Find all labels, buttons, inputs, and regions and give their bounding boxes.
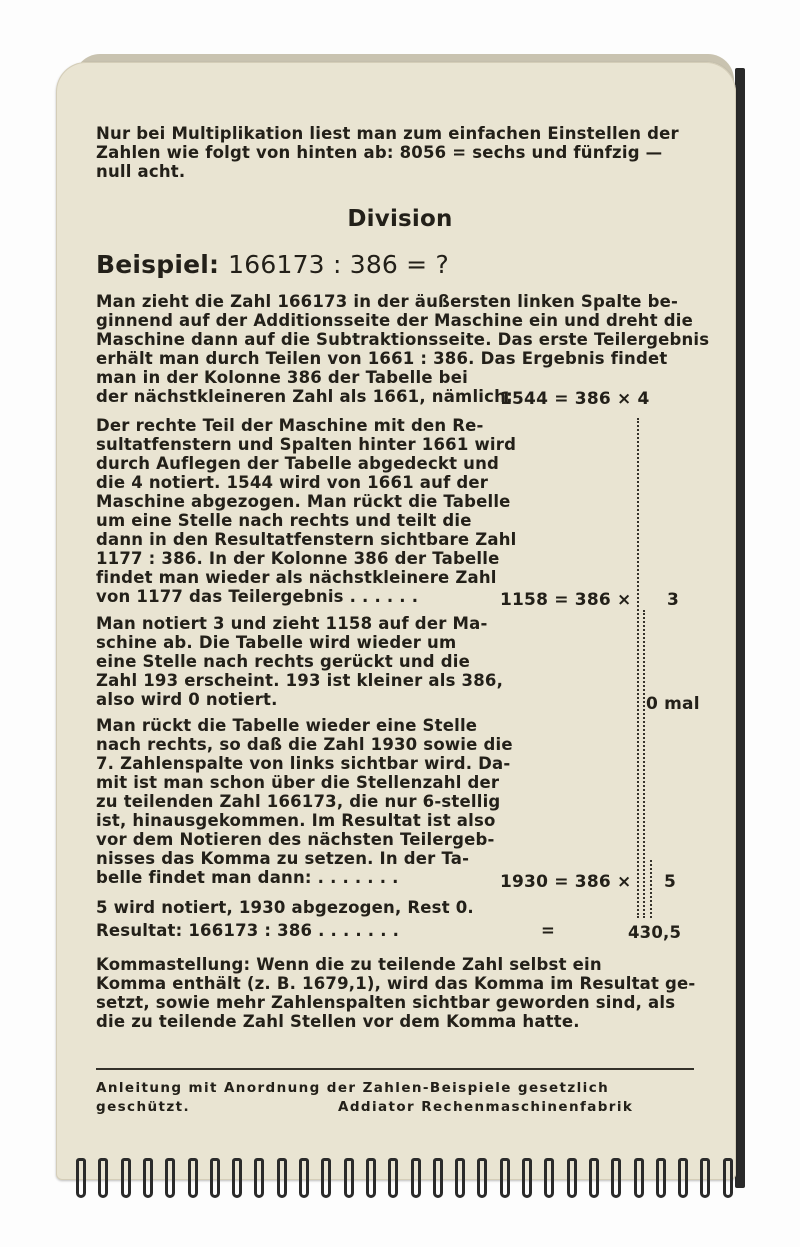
spiral-coil [634, 1158, 644, 1198]
spiral-coil [165, 1158, 175, 1198]
paragraph-3 [96, 614, 503, 709]
spiral-coil [210, 1158, 220, 1198]
footer-divider [96, 1068, 694, 1070]
paragraph-line: Der rechte Teil der Maschine mit den Re- [96, 416, 484, 435]
paragraph-line: Maschine dann auf die Subtraktionsseite. Das erste Teilergebnis [96, 330, 710, 349]
dotted-guide-line [650, 860, 652, 918]
spiral-coil [567, 1158, 577, 1198]
paragraph-line: schine ab. Die Tabelle wird wieder um [96, 633, 457, 652]
result-line: Resultat: 166173 : 386 . . . . . . . [96, 921, 400, 940]
spiral-coil [321, 1158, 331, 1198]
spiral-coil [477, 1158, 487, 1198]
spiral-coil [544, 1158, 554, 1198]
paragraph-line: belle findet man dann: . . . . . . . [96, 868, 399, 887]
footer-line-1: Anleitung mit Anordnung der Zahlen-Beispiele gesetzlich [96, 1080, 610, 1096]
spiral-coil [277, 1158, 287, 1198]
paragraph-line: ginnend auf der Additionsseite der Maschine ein und dreht die [96, 311, 694, 330]
result-step-3: 0 mal [646, 694, 700, 714]
section-title: Division [347, 206, 453, 232]
spiral-coil [500, 1158, 510, 1198]
paragraph-line: Komma enthält (z. B. 1679,1), wird das Komma im Resultat ge- [96, 974, 696, 993]
spiral-coil [656, 1158, 666, 1198]
paragraph-line: nach rechts, so daß die Zahl 1930 sowie die [96, 735, 513, 754]
example-label: Beispiel: [96, 250, 220, 279]
paragraph-line: dann in den Resultatfenstern sichtbare Zahl [96, 530, 517, 549]
paragraph-line: nisses das Komma zu setzen. In der Ta- [96, 849, 470, 868]
rest-line: 5 wird notiert, 1930 abgezogen, Rest 0. [96, 898, 474, 917]
paragraph-line: von 1177 das Teilergebnis . . . . . . [96, 587, 419, 606]
paragraph-line: der nächstkleineren Zahl als 1661, nämlich: [96, 387, 513, 406]
paragraph-line: findet man wieder als nächstkleinere Zahl [96, 568, 497, 587]
spiral-coil [254, 1158, 264, 1198]
spiral-coil [344, 1158, 354, 1198]
paragraph-line: erhält man durch Teilen von 1661 : 386. Das Ergebnis findet [96, 349, 668, 368]
footer-copyright: geschützt. [96, 1099, 190, 1115]
spiral-coil [678, 1158, 688, 1198]
spiral-coil [388, 1158, 398, 1198]
paragraph-line: Maschine abgezogen. Man rückt die Tabelle [96, 492, 511, 511]
paragraph-line: Man rückt die Tabelle wieder eine Stelle [96, 716, 478, 735]
paragraph-2 [96, 416, 517, 606]
spiral-coil [232, 1158, 242, 1198]
spiral-coil [411, 1158, 421, 1198]
example-heading [96, 250, 449, 279]
booklet-back-cover-edge [735, 68, 745, 1188]
result-value: 430,5 [628, 923, 682, 942]
spiral-binding [62, 1158, 742, 1206]
result-step-4: 1930 = 386 × [500, 872, 632, 892]
spiral-coil [589, 1158, 599, 1198]
example-value: 166173 : 386 = ? [228, 250, 449, 279]
paragraph-line: Kommastellung: Wenn die zu teilende Zahl selbst ein [96, 955, 602, 974]
result-step-1: 1544 = 386 × 4 [500, 389, 650, 409]
paragraph-line: Zahl 193 erscheint. 193 ist kleiner als 386, [96, 671, 504, 690]
paragraph-line: ist, hinausgekommen. Im Resultat ist also [96, 811, 496, 830]
result-equals: = [541, 921, 556, 940]
result-step-2: 1158 = 386 × [500, 590, 632, 610]
spiral-coil [121, 1158, 131, 1198]
result-step-2-digit: 3 [667, 590, 680, 610]
paragraph-line: durch Auflegen der Tabelle abgedeckt und [96, 454, 500, 473]
footer-company: Addiator Rechenmaschinenfabrik [338, 1099, 634, 1115]
spiral-coil [299, 1158, 309, 1198]
paragraph-line: mit ist man schon über die Stellenzahl der [96, 773, 500, 792]
paragraph-line: also wird 0 notiert. [96, 690, 278, 709]
intro-paragraph [96, 124, 706, 181]
spiral-coil [455, 1158, 465, 1198]
intro-line: Nur bei Multiplikation liest man zum einfachen Einstellen der [96, 124, 679, 143]
paragraph-line: 7. Zahlenspalte von links sichtbar wird. Da- [96, 754, 511, 773]
komma-paragraph [96, 955, 695, 1031]
paragraph-line: zu teilenden Zahl 166173, die nur 6-stellig [96, 792, 501, 811]
result-step-4-digit: 5 [664, 872, 677, 892]
spiral-coil [522, 1158, 532, 1198]
dotted-guide-line [637, 418, 639, 918]
spiral-coil [723, 1158, 733, 1198]
spiral-coil [143, 1158, 153, 1198]
paragraph-line: die 4 notiert. 1544 wird von 1661 auf der [96, 473, 489, 492]
spiral-coil [366, 1158, 376, 1198]
paragraph-line: Man notiert 3 und zieht 1158 auf der Ma- [96, 614, 488, 633]
paragraph-line: die zu teilende Zahl Stellen vor dem Komma hatte. [96, 1012, 580, 1031]
spiral-coil [188, 1158, 198, 1198]
paragraph-line: setzt, sowie mehr Zahlenspalten sichtbar geworden sind, als [96, 993, 676, 1012]
spiral-coil [611, 1158, 621, 1198]
paragraph-line: eine Stelle nach rechts gerückt und die [96, 652, 470, 671]
spiral-coil [76, 1158, 86, 1198]
intro-line: Zahlen wie folgt von hinten ab: 8056 = sechs und fünfzig — [96, 143, 663, 162]
paragraph-line: man in der Kolonne 386 der Tabelle bei [96, 368, 468, 387]
paragraph-line: Man zieht die Zahl 166173 in der äußersten linken Spalte be- [96, 292, 679, 311]
paragraph-line: vor dem Notieren des nächsten Teilergeb- [96, 830, 495, 849]
dotted-guide-line [643, 610, 645, 918]
paragraph-line: sultatfenstern und Spalten hinter 1661 wird [96, 435, 517, 454]
paragraph-4 [96, 716, 513, 887]
spiral-coil [433, 1158, 443, 1198]
spiral-coil [700, 1158, 710, 1198]
intro-line: null acht. [96, 162, 186, 181]
spiral-coil [98, 1158, 108, 1198]
paragraph-line: um eine Stelle nach rechts und teilt die [96, 511, 472, 530]
paragraph-line: 1177 : 386. In der Kolonne 386 der Tabelle [96, 549, 500, 568]
